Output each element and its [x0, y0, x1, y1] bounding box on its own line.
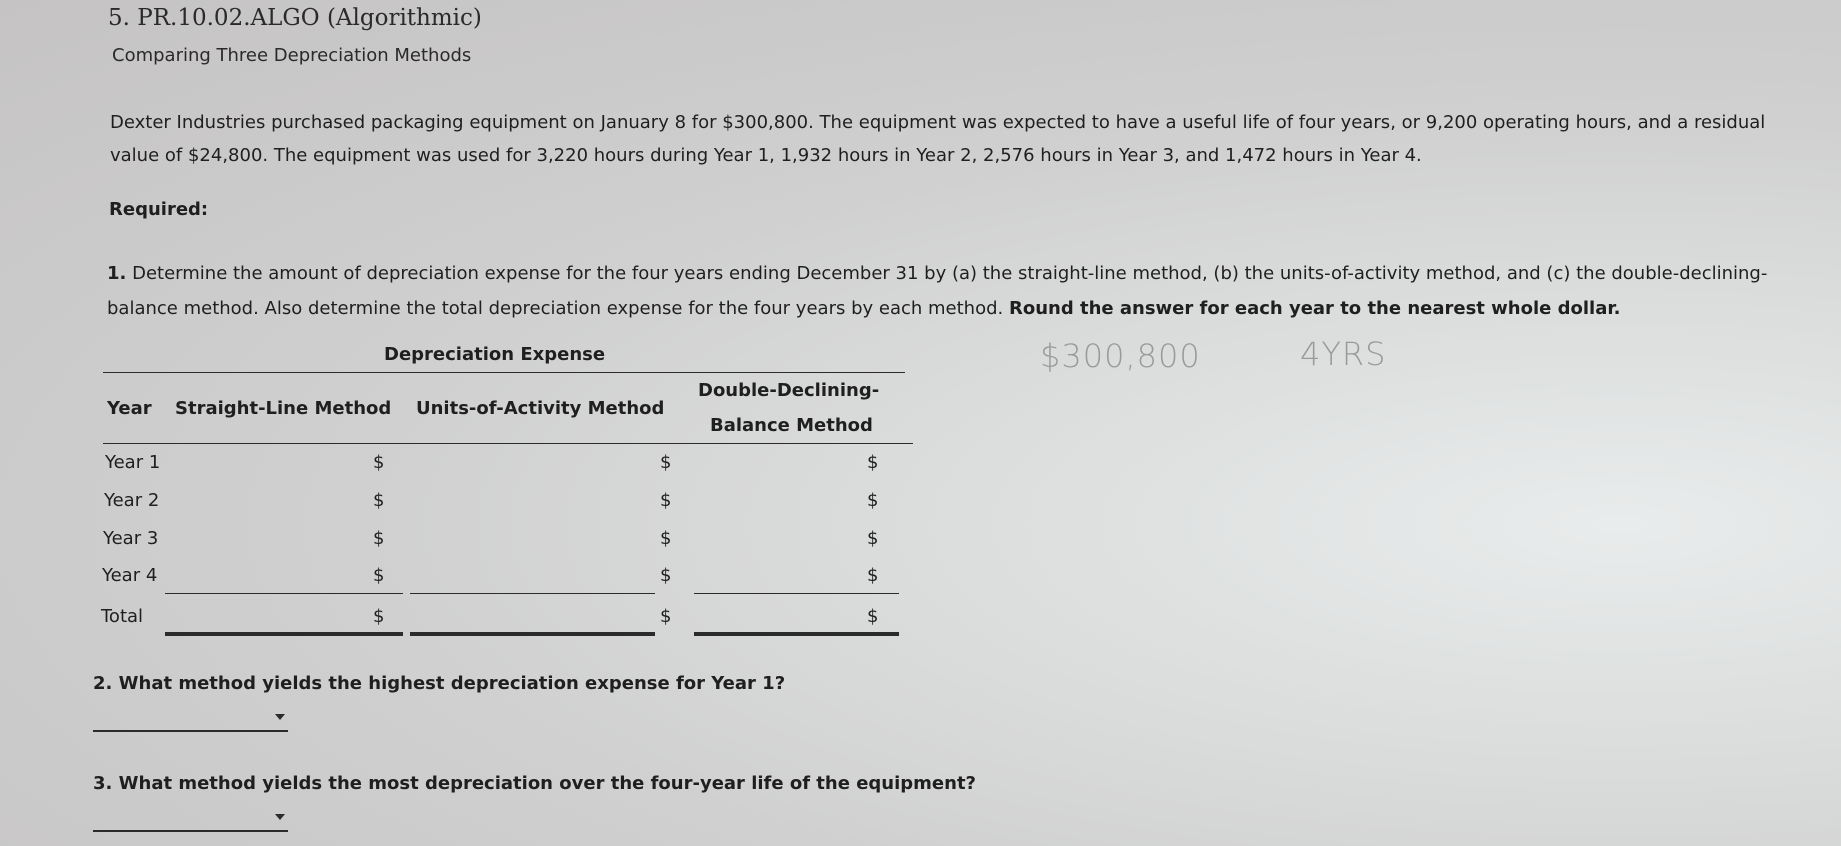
- row-label: Year 4: [102, 565, 158, 586]
- problem-title: Comparing Three Depreciation Methods: [112, 45, 472, 66]
- row-label: Year 3: [103, 528, 159, 549]
- total-double-rule-ddb: [694, 632, 899, 636]
- total-double-rule-units-of-activity: [410, 632, 655, 636]
- table-group-heading: Depreciation Expense: [384, 344, 606, 365]
- currency-symbol: $: [660, 528, 672, 549]
- currency-symbol: $: [867, 606, 879, 627]
- question-3-text: What method yields the most depreciation over the four-year life of the equipment?: [118, 773, 976, 794]
- question-2-number: 2.: [93, 673, 113, 694]
- question-2-dropdown[interactable]: [93, 706, 288, 732]
- handwritten-note-amount: $300,800: [1040, 337, 1201, 375]
- question-2-text: What method yields the highest depreciation expense for Year 1?: [118, 673, 786, 694]
- subtotal-rule-units-of-activity: [410, 593, 655, 594]
- problem-description: Dexter Industries purchased packaging equipment on January 8 for $300,800. The equipment was expected to have a useful life of four years, or 9,200 operating hours, and a residual value of $24,800. The equipment was used for 3,220 hours during Year 1, 1,932 hours in Year 2, 2,576 hours in Year 3, and 1,472 hours in Year 4.: [110, 112, 1766, 166]
- currency-symbol: $: [373, 565, 385, 586]
- problem-number: 5. PR.10.02.ALGO (Algorithmic): [108, 5, 482, 31]
- row-label: Year 2: [104, 490, 160, 511]
- question-1-rounding-note: Round the answer for each year to the nearest whole dollar.: [1008, 298, 1621, 319]
- currency-symbol: $: [373, 452, 385, 473]
- chevron-down-icon: [275, 714, 285, 720]
- table-top-rule: [103, 372, 905, 373]
- currency-symbol: $: [660, 606, 672, 627]
- currency-symbol: $: [660, 452, 672, 473]
- currency-symbol: $: [660, 490, 672, 511]
- question-1-number: 1.: [107, 263, 127, 284]
- currency-symbol: $: [867, 490, 879, 511]
- column-header-ddb-line1: Double-Declining-: [698, 380, 880, 401]
- row-label-total: Total: [101, 606, 144, 627]
- handwritten-note-years: 4YRS: [1300, 335, 1387, 373]
- column-header-straight-line: Straight-Line Method: [175, 398, 392, 419]
- question-2: [93, 673, 785, 694]
- currency-symbol: $: [660, 565, 672, 586]
- currency-symbol: $: [867, 565, 879, 586]
- question-3-dropdown[interactable]: [93, 806, 288, 832]
- currency-symbol: $: [867, 452, 879, 473]
- question-1-text: Determine the amount of depreciation expense for the four years ending December 31 by (a) the straight-line method, (b) the units-of-activity method, and (c) the double-declining-balance method. Also determine the total depreciation expense for the four years by each method.: [107, 263, 1768, 319]
- currency-symbol: $: [373, 606, 385, 627]
- chevron-down-icon: [275, 814, 285, 820]
- currency-symbol: $: [373, 528, 385, 549]
- question-3-number: 3.: [93, 773, 113, 794]
- currency-symbol: $: [867, 528, 879, 549]
- header-bottom-rule: [103, 443, 913, 444]
- total-double-rule-straight-line: [165, 632, 403, 636]
- subtotal-rule-straight-line: [165, 593, 403, 594]
- row-label: Year 1: [105, 452, 161, 473]
- currency-symbol: $: [373, 490, 385, 511]
- column-header-ddb-line2: Balance Method: [710, 415, 873, 436]
- question-3: [93, 773, 976, 794]
- column-header-units-of-activity: Units-of-Activity Method: [416, 398, 665, 419]
- column-header-year: Year: [107, 398, 152, 419]
- required-heading: Required:: [109, 199, 209, 220]
- subtotal-rule-ddb: [694, 593, 899, 594]
- question-1: [107, 256, 1827, 326]
